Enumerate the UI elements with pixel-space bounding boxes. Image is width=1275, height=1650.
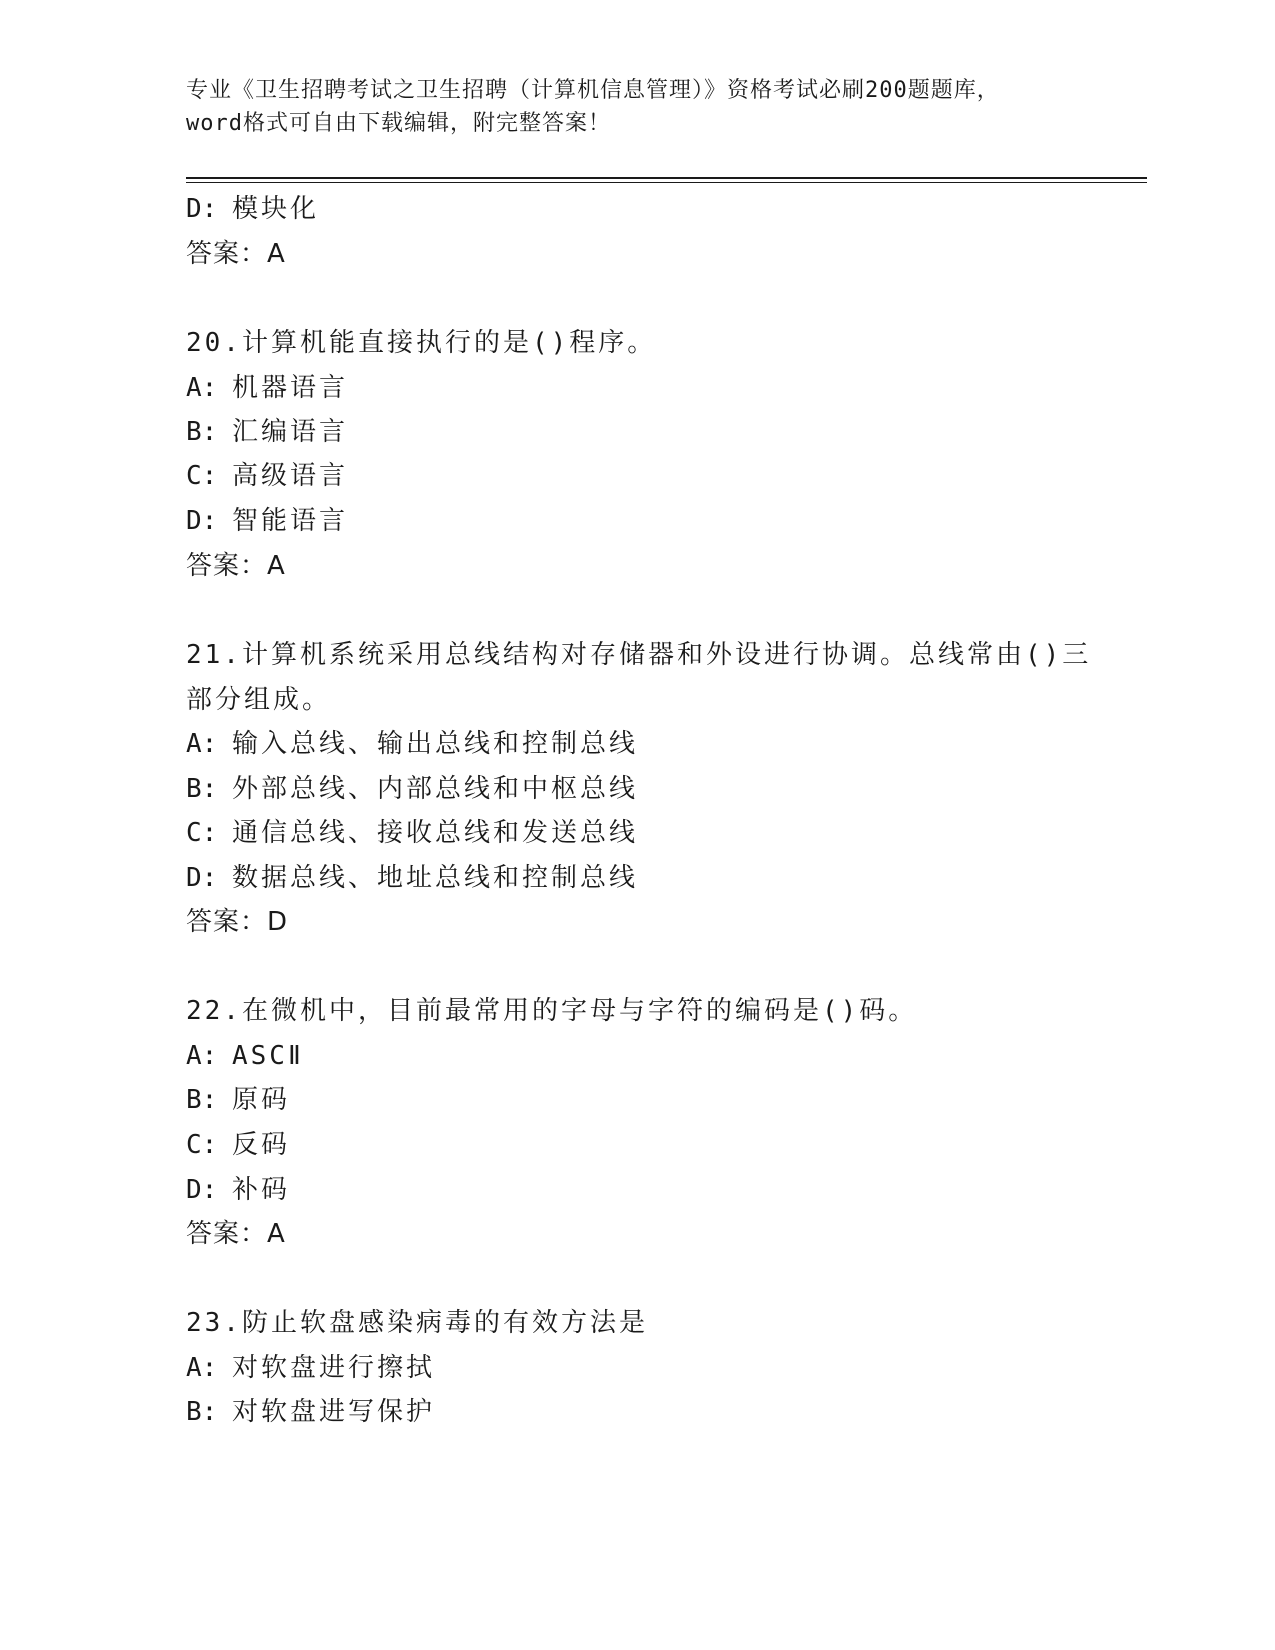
option-letter: A: bbox=[186, 1353, 218, 1383]
document-header bbox=[186, 74, 1086, 140]
option-text: 对软盘进写保护 bbox=[232, 1397, 436, 1427]
question-23-option-a bbox=[186, 1351, 435, 1385]
question-21-option-b bbox=[186, 772, 638, 806]
question-20-option-c bbox=[186, 459, 348, 493]
option-text: 通信总线、接收总线和发送总线 bbox=[232, 818, 639, 848]
question-22-option-d bbox=[186, 1173, 290, 1207]
question-20-answer: 答案：A bbox=[186, 551, 286, 581]
question-22-answer: 答案：A bbox=[186, 1219, 286, 1249]
option-text: 汇编语言 bbox=[232, 417, 349, 447]
question-21-option-a bbox=[186, 727, 638, 761]
option-letter: C: bbox=[186, 461, 218, 491]
question-21-stem-line-2: 部分组成。 bbox=[186, 685, 332, 715]
question-22-option-c bbox=[186, 1128, 290, 1162]
option-letter: B: bbox=[186, 1397, 218, 1427]
option-text: 外部总线、内部总线和中枢总线 bbox=[232, 774, 639, 804]
option-letter: A: bbox=[186, 1041, 218, 1071]
header-divider-thick bbox=[186, 177, 1147, 179]
option-letter: B: bbox=[186, 1085, 218, 1115]
question-20-option-b bbox=[186, 415, 348, 449]
option-text: 智能语言 bbox=[232, 506, 349, 536]
header-line-1: 专业《卫生招聘考试之卫生招聘（计算机信息管理）》资格考试必刷200题题库， bbox=[186, 78, 1000, 103]
option-text: 反码 bbox=[232, 1130, 291, 1160]
option-text: 原码 bbox=[232, 1085, 291, 1115]
option-letter: D: bbox=[186, 506, 218, 536]
question-20-option-a bbox=[186, 371, 348, 405]
option-letter: C: bbox=[186, 1130, 218, 1160]
header-divider-thin bbox=[186, 182, 1147, 183]
option-letter: A: bbox=[186, 373, 218, 403]
option-text: 对软盘进行擦拭 bbox=[232, 1353, 436, 1383]
option-text: ASCⅡ bbox=[232, 1041, 304, 1071]
question-20-stem: 20.计算机能直接执行的是()程序。 bbox=[186, 328, 657, 358]
question-21-stem-line-1: 21.计算机系统采用总线结构对存储器和外设进行协调。总线常由()三 bbox=[186, 640, 1092, 670]
question-20-option-d bbox=[186, 504, 348, 538]
option-letter: D: bbox=[186, 1175, 218, 1205]
option-letter: C: bbox=[186, 818, 218, 848]
question-22-stem: 22.在微机中，目前最常用的字母与字符的编码是()码。 bbox=[186, 996, 918, 1026]
option-text: 补码 bbox=[232, 1175, 291, 1205]
prev-option-d bbox=[186, 192, 319, 226]
question-21-option-d bbox=[186, 861, 638, 895]
option-letter: A: bbox=[186, 729, 218, 759]
question-21-option-c bbox=[186, 816, 638, 850]
option-text: 机器语言 bbox=[232, 373, 349, 403]
option-letter: B: bbox=[186, 774, 218, 804]
prev-answer: 答案：A bbox=[186, 239, 286, 269]
option-text: 数据总线、地址总线和控制总线 bbox=[232, 863, 639, 893]
question-22-option-a bbox=[186, 1039, 304, 1073]
header-line-2: word格式可自由下载编辑，附完整答案！ bbox=[186, 111, 611, 136]
option-text: 高级语言 bbox=[232, 461, 349, 491]
question-23-stem: 23.防止软盘感染病毒的有效方法是 bbox=[186, 1308, 648, 1338]
option-text: 输入总线、输出总线和控制总线 bbox=[232, 729, 639, 759]
question-21-answer: 答案：D bbox=[186, 907, 289, 937]
option-text: 模块化 bbox=[232, 194, 320, 224]
question-23-option-b bbox=[186, 1395, 435, 1429]
option-letter: B: bbox=[186, 417, 218, 447]
option-letter: D: bbox=[186, 863, 218, 893]
option-letter: D: bbox=[186, 194, 218, 224]
question-22-option-b bbox=[186, 1083, 290, 1117]
